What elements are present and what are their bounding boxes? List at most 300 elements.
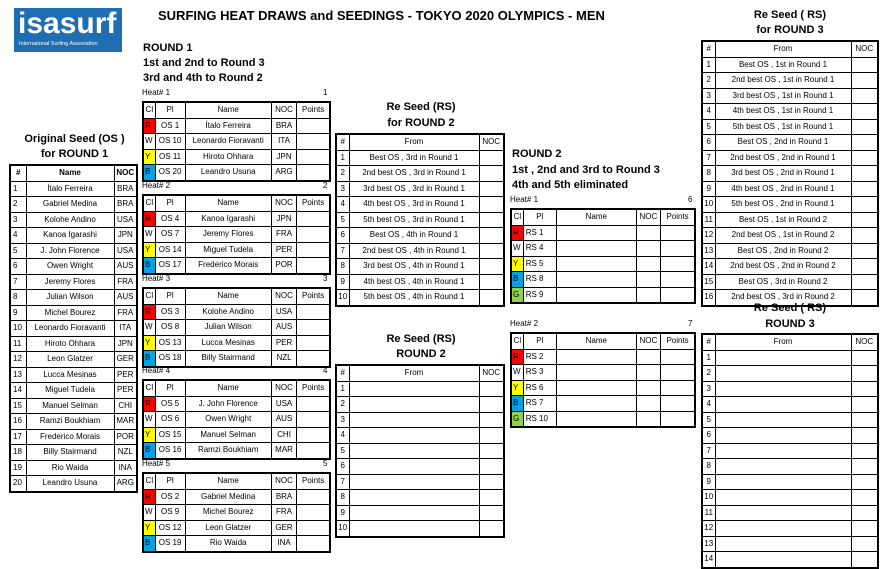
reseed-row — [702, 197, 878, 213]
column-header: Cl — [143, 380, 155, 396]
column-header: NOC — [851, 41, 878, 57]
reseed-row — [702, 366, 878, 382]
surfer-noc: USA — [114, 243, 137, 259]
heat-row — [143, 211, 330, 227]
seed-ref: OS 16 — [155, 443, 185, 459]
surfer-noc: PER — [271, 242, 296, 258]
reseed-row — [336, 428, 504, 444]
surfer-name: Miguel Tudela — [185, 242, 271, 258]
reseed-row — [702, 350, 878, 366]
heat-row — [143, 351, 330, 367]
seed-number: 6 — [10, 259, 26, 275]
surfer-noc: INA — [271, 536, 296, 552]
heat-row — [143, 304, 330, 320]
surfer-noc: MAR — [114, 414, 137, 430]
reseed-row — [336, 443, 504, 459]
reseed-row — [702, 57, 878, 73]
reseed-row — [702, 505, 878, 521]
seed-number: 2 — [10, 197, 26, 213]
points-cell — [661, 349, 695, 365]
reseed-noc — [479, 166, 504, 182]
seed-row — [10, 305, 137, 321]
reseed-noc — [479, 412, 504, 428]
reseed-from — [715, 459, 851, 475]
seed-row — [10, 460, 137, 476]
surfer-name: Lucca Mesinas — [185, 335, 271, 351]
surfer-noc: PER — [114, 367, 137, 383]
reseed-number: 8 — [336, 490, 349, 506]
reseed-number: 1 — [702, 57, 715, 73]
column-header: NOC — [479, 365, 504, 381]
reseed-number: 14 — [702, 259, 715, 275]
seed-ref: OS 19 — [155, 536, 185, 552]
column-header: Cl — [511, 209, 523, 225]
reseed-row — [336, 259, 504, 275]
reseed-from: 5th best OS , 3rd in Round 1 — [349, 212, 479, 228]
points-cell — [297, 443, 330, 459]
column-header: Name — [556, 333, 636, 349]
reseed-r3-subtitle: for ROUND 3 — [756, 24, 824, 36]
surfer-noc — [636, 272, 660, 288]
heat-table — [510, 208, 696, 304]
heat-row — [511, 272, 695, 288]
color-code: Y — [143, 242, 155, 258]
reseed-number: 10 — [336, 521, 349, 537]
column-header: Pl — [155, 288, 185, 304]
round1-rule2: 3rd and 4th to Round 2 — [143, 72, 263, 84]
seed-ref: OS 9 — [155, 505, 185, 521]
reseed-row — [702, 443, 878, 459]
points-cell — [297, 320, 330, 336]
reseed-noc — [851, 150, 878, 166]
column-header: Name — [185, 380, 271, 396]
reseed-number: 3 — [336, 412, 349, 428]
reseed-number: 10 — [702, 197, 715, 213]
color-code: R — [143, 489, 155, 505]
reseed-from: 2nd best OS , 3rd in Round 2 — [715, 290, 851, 306]
reseed-noc — [479, 521, 504, 537]
seed-ref: OS 15 — [155, 427, 185, 443]
heat-number: 2 — [323, 181, 328, 190]
surfer-name: Leonardo Fioravanti — [185, 134, 271, 150]
color-code: R — [511, 349, 523, 365]
column-header: Points — [297, 102, 330, 118]
table-header-row — [143, 473, 330, 489]
surfer-noc — [636, 241, 660, 257]
seed-row — [10, 259, 137, 275]
column-header: NOC — [271, 473, 296, 489]
reseed-number: 7 — [336, 474, 349, 490]
points-cell — [297, 396, 330, 412]
surfer-name — [556, 241, 636, 257]
heat-number: 7 — [688, 319, 693, 328]
color-code: W — [143, 227, 155, 243]
reseed-noc — [851, 397, 878, 413]
color-code: R — [143, 211, 155, 227]
round2-rule1: 1st , 2nd and 3rd to Round 3 — [512, 164, 660, 176]
surfer-name: Leon Glatzer — [185, 520, 271, 536]
reseed-row — [702, 536, 878, 552]
column-header: NOC — [636, 333, 660, 349]
surfer-name: Rio Waida — [26, 460, 114, 476]
reseed-row — [702, 474, 878, 490]
surfer-noc — [636, 225, 660, 241]
surfer-name: Leandro Usuna — [185, 165, 271, 181]
reseed-from: 4th best OS , 4th in Round 1 — [349, 274, 479, 290]
column-header: NOC — [479, 134, 504, 150]
seed-ref: RS 4 — [523, 241, 556, 257]
surfer-name: Kanoa Igarashi — [185, 211, 271, 227]
reseed-from — [715, 428, 851, 444]
reseed-noc — [851, 428, 878, 444]
surfer-name: Ítalo Ferreira — [185, 118, 271, 134]
color-code: B — [143, 443, 155, 459]
column-header: Name — [556, 209, 636, 225]
column-header: Points — [297, 195, 330, 211]
seed-ref: OS 10 — [155, 134, 185, 150]
surfer-noc: AUS — [271, 320, 296, 336]
reseed-row — [702, 212, 878, 228]
reseed-noc — [479, 459, 504, 475]
reseed-from — [349, 443, 479, 459]
reseed-row — [702, 428, 878, 444]
seed-ref: RS 7 — [523, 396, 556, 412]
reseed-from — [715, 490, 851, 506]
reseed-noc — [479, 181, 504, 197]
seed-ref: RS 3 — [523, 365, 556, 381]
color-code: G — [511, 287, 523, 303]
reseed-from — [349, 474, 479, 490]
surfer-name: Kolohe Andino — [185, 304, 271, 320]
reseed-from: 2nd best OS , 1st in Round 1 — [715, 73, 851, 89]
reseed-r3b-table — [701, 333, 879, 569]
surfer-noc — [636, 365, 660, 381]
color-code: R — [143, 396, 155, 412]
seed-ref: RS 8 — [523, 272, 556, 288]
column-header: NOC — [114, 165, 137, 181]
reseed-noc — [479, 290, 504, 306]
seed-ref: RS 6 — [523, 380, 556, 396]
surfer-noc: JPN — [271, 149, 296, 165]
color-code: Y — [511, 380, 523, 396]
surfer-noc — [636, 380, 660, 396]
column-header: From — [715, 334, 851, 350]
reseed-row — [702, 381, 878, 397]
seed-ref: RS 9 — [523, 287, 556, 303]
heat-row — [143, 165, 330, 181]
surfer-name: Miguel Tudela — [26, 383, 114, 399]
column-header: Name — [26, 165, 114, 181]
color-code: W — [143, 505, 155, 521]
seed-ref: OS 12 — [155, 520, 185, 536]
reseed-number: 6 — [336, 459, 349, 475]
heat-row — [143, 335, 330, 351]
surfer-name — [556, 349, 636, 365]
column-header: NOC — [271, 102, 296, 118]
reseed-row — [336, 459, 504, 475]
heat-row — [143, 396, 330, 412]
seed-row — [10, 212, 137, 228]
surfer-name: Julian Wilson — [185, 320, 271, 336]
column-header: Cl — [143, 102, 155, 118]
heat-row — [511, 365, 695, 381]
reseed-number: 7 — [702, 443, 715, 459]
reseed-from: Best OS , 3rd in Round 1 — [349, 150, 479, 166]
reseed-number: 3 — [702, 88, 715, 104]
reseed-row — [336, 212, 504, 228]
surfer-name: Owen Wright — [26, 259, 114, 275]
reseed-from — [349, 397, 479, 413]
logo-brand: isasurf — [18, 7, 117, 40]
points-cell — [297, 118, 330, 134]
heat-row — [143, 427, 330, 443]
reseed-from: 3rd best OS , 3rd in Round 1 — [349, 181, 479, 197]
heat-row — [143, 118, 330, 134]
color-code: B — [511, 396, 523, 412]
reseed-r3b-title: Re Seed ( RS) — [753, 302, 827, 314]
reseed-noc — [851, 552, 878, 568]
surfer-name: Michel Bourez — [26, 305, 114, 321]
table-header-row — [336, 365, 504, 381]
surfer-name: Frederico Morais — [26, 429, 114, 445]
heat-label: Heat# 4 — [142, 366, 171, 375]
reseed-noc — [851, 259, 878, 275]
reseed-r2b-subtitle: ROUND 2 — [396, 348, 446, 360]
points-cell — [297, 134, 330, 150]
column-header: Points — [297, 473, 330, 489]
heat-label: Heat# 2 — [142, 181, 171, 190]
seed-row — [10, 321, 137, 337]
reseed-from — [349, 521, 479, 537]
seed-row — [10, 429, 137, 445]
surfer-noc: PER — [114, 383, 137, 399]
reseed-row — [336, 412, 504, 428]
seed-number: 9 — [10, 305, 26, 321]
reseed-number: 13 — [702, 536, 715, 552]
reseed-from — [715, 397, 851, 413]
reseed-row — [702, 228, 878, 244]
surfer-name: Gabriel Medina — [185, 489, 271, 505]
reseed-noc — [851, 443, 878, 459]
surfer-noc: FRA — [271, 505, 296, 521]
reseed-r2b-table — [335, 364, 505, 538]
table-header-row — [336, 134, 504, 150]
reseed-from — [715, 412, 851, 428]
reseed-from — [715, 366, 851, 382]
color-code: B — [143, 165, 155, 181]
reseed-from: 2nd best OS , 3rd in Round 1 — [349, 166, 479, 182]
surfer-name — [556, 287, 636, 303]
seed-number: 14 — [10, 383, 26, 399]
reseed-number: 6 — [702, 428, 715, 444]
surfer-noc — [636, 287, 660, 303]
seed-ref: RS 10 — [523, 411, 556, 427]
surfer-name: Julian Wilson — [26, 290, 114, 306]
color-code: B — [143, 258, 155, 274]
reseed-row — [702, 119, 878, 135]
column-header: # — [10, 165, 26, 181]
seed-number: 1 — [10, 181, 26, 197]
surfer-name: Billy Stairmand — [185, 351, 271, 367]
seed-ref: OS 6 — [155, 412, 185, 428]
points-cell — [297, 427, 330, 443]
table-header-row — [10, 165, 137, 181]
reseed-number: 9 — [702, 474, 715, 490]
heat-number: 5 — [323, 459, 328, 468]
heat-row — [143, 536, 330, 552]
reseed-from: Best OS , 2nd in Round 2 — [715, 243, 851, 259]
surfer-noc: USA — [114, 212, 137, 228]
seed-number: 18 — [10, 445, 26, 461]
column-header: NOC — [851, 334, 878, 350]
heat-number: 3 — [323, 274, 328, 283]
reseed-noc — [851, 505, 878, 521]
reseed-number: 5 — [336, 212, 349, 228]
reseed-noc — [851, 490, 878, 506]
seed-row — [10, 336, 137, 352]
seed-ref: OS 7 — [155, 227, 185, 243]
seed-number: 20 — [10, 476, 26, 492]
reseed-number: 8 — [702, 459, 715, 475]
heat-number: 6 — [688, 195, 693, 204]
round2-rule2: 4th and 5th eliminated — [512, 179, 629, 191]
points-cell — [297, 304, 330, 320]
reseed-noc — [479, 150, 504, 166]
isa-logo — [14, 8, 122, 52]
color-code: Y — [143, 520, 155, 536]
seed-ref: OS 5 — [155, 396, 185, 412]
seed-ref: OS 3 — [155, 304, 185, 320]
heat-table — [142, 287, 331, 368]
color-code: R — [511, 225, 523, 241]
surfer-noc — [636, 349, 660, 365]
reseed-row — [702, 73, 878, 89]
reseed-number: 2 — [702, 73, 715, 89]
reseed-number: 4 — [336, 197, 349, 213]
seed-number: 8 — [10, 290, 26, 306]
heat-row — [143, 134, 330, 150]
seed-number: 15 — [10, 398, 26, 414]
surfer-name: Lucca Mesinas — [26, 367, 114, 383]
reseed-number: 15 — [702, 274, 715, 290]
reseed-number: 1 — [702, 350, 715, 366]
column-header: Name — [185, 102, 271, 118]
reseed-number: 5 — [336, 443, 349, 459]
heat-label: Heat# 1 — [510, 195, 539, 204]
reseed-row — [702, 150, 878, 166]
column-header: # — [336, 134, 349, 150]
color-code: G — [511, 411, 523, 427]
reseed-from: 4th best OS , 3rd in Round 1 — [349, 197, 479, 213]
reseed-noc — [851, 104, 878, 120]
reseed-number: 9 — [336, 505, 349, 521]
surfer-noc: NZL — [114, 445, 137, 461]
surfer-noc: FRA — [271, 227, 296, 243]
heat-row — [143, 320, 330, 336]
reseed-from: Best OS , 1st in Round 2 — [715, 212, 851, 228]
reseed-row — [702, 412, 878, 428]
reseed-row — [702, 490, 878, 506]
reseed-from — [715, 552, 851, 568]
reseed-noc — [851, 521, 878, 537]
reseed-number: 7 — [702, 150, 715, 166]
surfer-name — [556, 256, 636, 272]
surfer-noc: ITA — [114, 321, 137, 337]
seed-ref: RS 5 — [523, 256, 556, 272]
reseed-row — [336, 474, 504, 490]
reseed-noc — [851, 228, 878, 244]
reseed-r2-subtitle: for ROUND 2 — [387, 117, 455, 129]
reseed-row — [702, 397, 878, 413]
reseed-from: Best OS , 2nd in Round 1 — [715, 135, 851, 151]
reseed-noc — [851, 412, 878, 428]
points-cell — [661, 380, 695, 396]
reseed-number: 8 — [336, 259, 349, 275]
reseed-noc — [851, 366, 878, 382]
surfer-noc: MAR — [271, 443, 296, 459]
seed-row — [10, 352, 137, 368]
reseed-noc — [851, 57, 878, 73]
reseed-row — [702, 521, 878, 537]
round2-title: ROUND 2 — [512, 148, 562, 160]
surfer-noc: BRA — [114, 197, 137, 213]
heat-row — [511, 241, 695, 257]
surfer-noc: AUS — [114, 290, 137, 306]
surfer-noc: JPN — [114, 228, 137, 244]
column-header: Pl — [155, 380, 185, 396]
reseed-from: Best OS , 3rd in Round 2 — [715, 274, 851, 290]
seed-number: 16 — [10, 414, 26, 430]
surfer-name: Hiroto Ohhara — [185, 149, 271, 165]
surfer-noc: POR — [271, 258, 296, 274]
reseed-noc — [851, 459, 878, 475]
reseed-from: 5th best OS , 1st in Round 1 — [715, 119, 851, 135]
surfer-noc: CHI — [271, 427, 296, 443]
logo-tagline: International Surfing Association — [19, 41, 98, 47]
surfer-noc: BRA — [271, 489, 296, 505]
points-cell — [297, 149, 330, 165]
surfer-name: Kanoa Igarashi — [26, 228, 114, 244]
reseed-row — [702, 552, 878, 568]
surfer-name — [556, 396, 636, 412]
heat-row — [143, 258, 330, 274]
reseed-from: 5th best OS , 4th in Round 1 — [349, 290, 479, 306]
reseed-number: 5 — [702, 412, 715, 428]
round1-rule1: 1st and 2nd to Round 3 — [143, 57, 265, 69]
reseed-number: 7 — [336, 243, 349, 259]
surfer-noc: FRA — [114, 305, 137, 321]
surfer-noc — [636, 256, 660, 272]
column-header: Cl — [143, 195, 155, 211]
reseed-from: 2nd best OS , 1st in Round 2 — [715, 228, 851, 244]
seed-row — [10, 476, 137, 492]
heat-number: 4 — [323, 366, 328, 375]
surfer-noc: CHI — [114, 398, 137, 414]
reseed-noc — [479, 243, 504, 259]
seed-ref: OS 4 — [155, 211, 185, 227]
reseed-noc — [479, 212, 504, 228]
reseed-noc — [851, 119, 878, 135]
points-cell — [297, 258, 330, 274]
column-header: Pl — [155, 195, 185, 211]
seed-ref: OS 8 — [155, 320, 185, 336]
surfer-noc: NZL — [271, 351, 296, 367]
surfer-noc: AUS — [271, 412, 296, 428]
reseed-row — [336, 505, 504, 521]
seed-row — [10, 243, 137, 259]
table-header-row — [143, 102, 330, 118]
column-header: From — [715, 41, 851, 57]
